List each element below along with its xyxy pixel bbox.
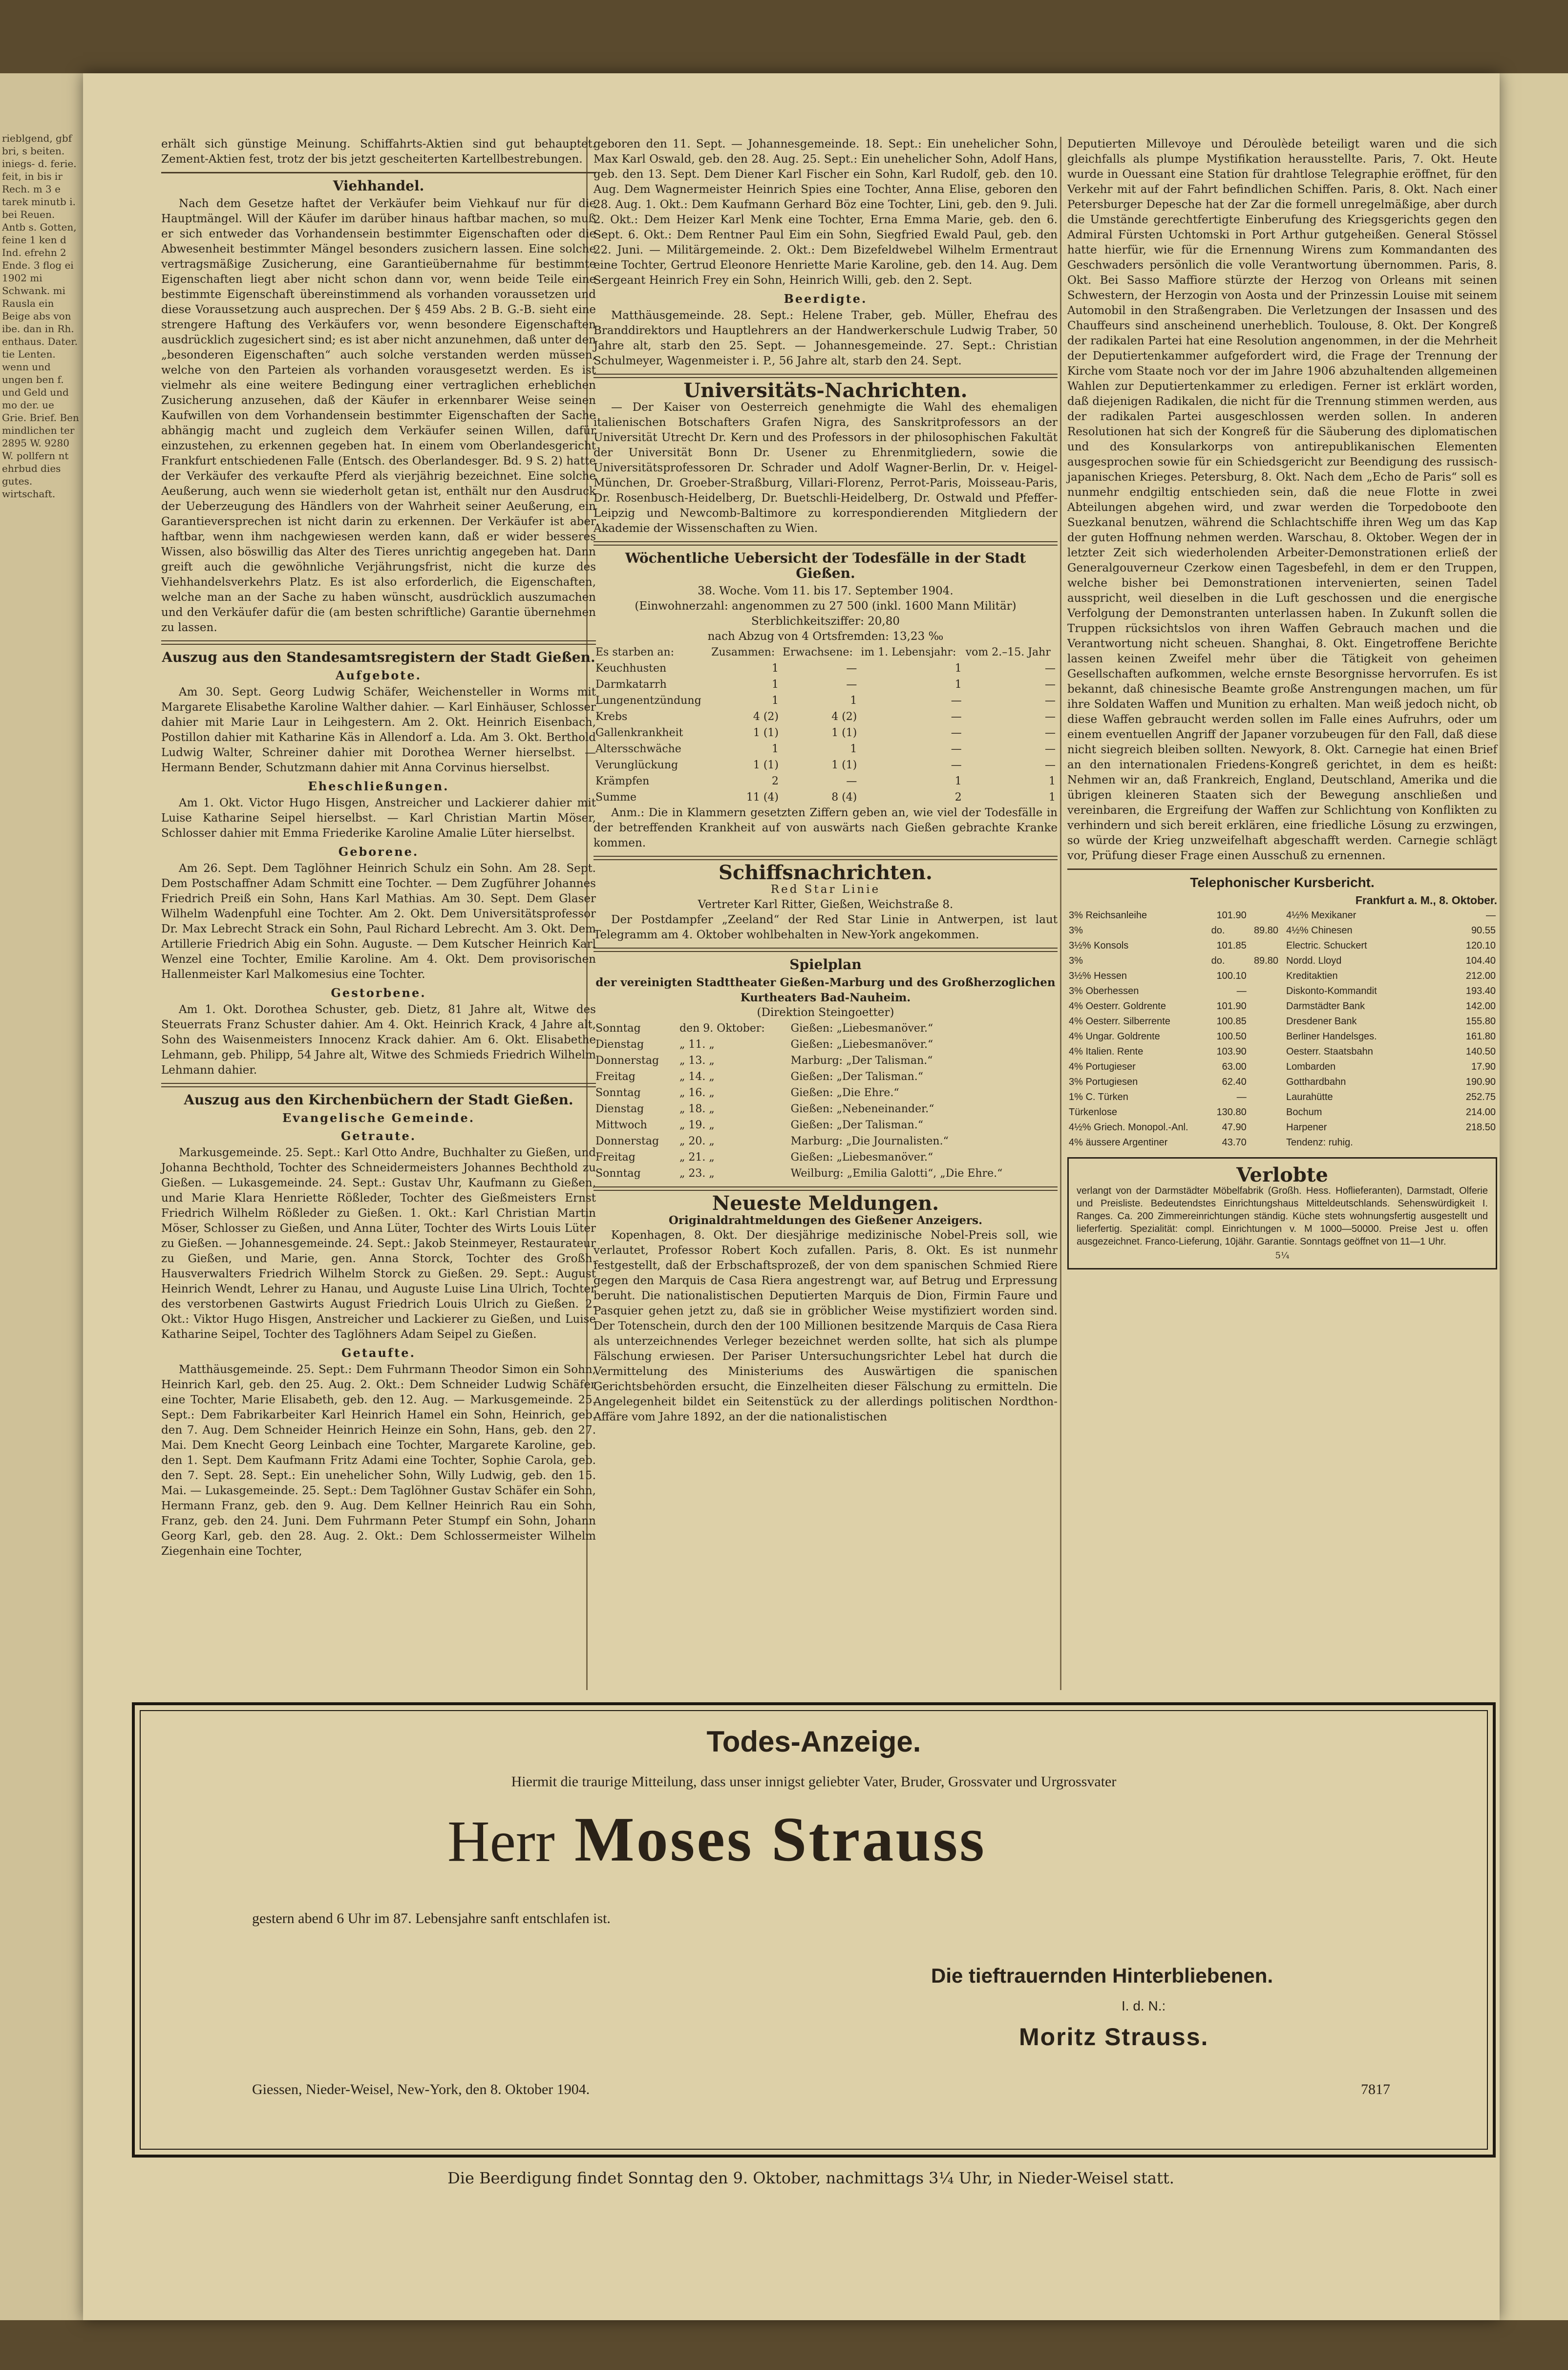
todes-name: Moses Strauss — [574, 1804, 986, 1875]
table-cell: Verunglückung — [595, 759, 678, 771]
table-cell: 155.80 — [1465, 1016, 1496, 1027]
table-row — [593, 660, 1058, 677]
table-cell: 8 (4) — [831, 791, 857, 804]
table-cell: 3% — [1069, 955, 1083, 966]
table-cell: 1 — [772, 678, 779, 691]
table-row — [1285, 923, 1497, 938]
table-cell: Summe — [595, 791, 636, 804]
divider — [1067, 868, 1497, 870]
todes-line2: gestern abend 6 Uhr im 87. Lebensjahre sanft entschlafen ist. — [252, 1910, 611, 1926]
table-row — [593, 757, 1058, 773]
table-row — [593, 693, 1058, 709]
todes-hinterbliebene: Die tieftrauernden Hinterbliebenen. — [931, 1964, 1273, 1987]
evang-heading: Evangelische Gemeinde. — [282, 1111, 475, 1125]
table-cell: Darmkatarrh — [595, 678, 667, 691]
table-row — [593, 725, 1058, 741]
table-header-row — [593, 644, 1058, 660]
table-cell: 3½% Konsols — [1069, 940, 1129, 951]
table-cell: Krämpfen — [595, 775, 650, 787]
table-cell: — — [1045, 662, 1056, 675]
table-cell: 4% Italien. Rente — [1069, 1046, 1144, 1057]
table-cell: 101.85 — [1216, 940, 1247, 951]
todes-anzeige-box — [132, 1702, 1496, 2158]
table-row — [593, 789, 1058, 805]
table-cell: 218.50 — [1465, 1122, 1496, 1133]
aufgebote-text: Am 30. Sept. Georg Ludwig Schäfer, Weichensteller in Worms mit Margarete Elisabethe Karoline Walther dahier. — Karl Einhäuser, Schlosser dahier mit Marie Laur in Leihgestern. Am 2. Okt. Heinrich Eisenbach, Postillon dahier mit Katharine Käs in Allendorf a. Lda. Am 3. Okt. Berthold Ludwig Walter, Schreiner dahier mit Dorothea Werner hierselbst. — Hermann Bender, Schutzmann dahier mit Anna Corvinus hierselbst. — [161, 686, 596, 774]
table-cell: 1 — [850, 695, 857, 707]
uni-text: — Der Kaiser von Oesterreich genehmigte die Wahl des ehemaligen italienischen Botschafters Grafen Nigra, des Sanskritprofessors an der Universität Utrecht Dr. Kern und des Professors in der philosophischen Fakultät der Universität Bonn Dr. Usener zu Ehrenmitgliedern, sowie die Universitätsprofessoren Dr. Schrader und Adolf Wagner-Berlin, Dr. v. Heigel-München, Dr. Groeber-Straßburg, Villari-Florenz, Perrot-Paris, Moisseau-Paris, Dr. Rosenbusch-Heidelberg, Dr. Buetschli-Heidelberg, Dr. Ostwald und Pfeffer-Leipzig und Newcomb-Baltimore zu korrespondierenden Mitgliedern der Akademie der Wissenschaften zu Wien. — [593, 401, 1058, 535]
divider — [593, 374, 1058, 378]
table-cell: 4% Oesterr. Goldrente — [1069, 1001, 1166, 1012]
table-header: Es starben an: — [595, 646, 675, 658]
table-row — [1067, 923, 1280, 938]
table-row — [593, 1085, 1058, 1101]
table-cell: — — [1045, 695, 1056, 707]
table-cell: 100.85 — [1216, 1016, 1247, 1027]
divider — [593, 1186, 1058, 1191]
table-cell: 4% Oesterr. Silberrente — [1069, 1016, 1170, 1027]
kurs-left-table — [1067, 908, 1280, 1150]
spielplan-table — [593, 1020, 1058, 1182]
table-row — [1067, 1105, 1280, 1120]
table-cell: Dienstag — [595, 1103, 644, 1115]
table-cell: Berliner Handelsges. — [1286, 1031, 1377, 1042]
table-cell: „ 18. „ — [679, 1103, 715, 1115]
table-row — [1285, 1135, 1497, 1150]
table-cell: 252.75 — [1465, 1092, 1496, 1102]
table-cell: Türkenlose — [1069, 1107, 1117, 1118]
geborene-heading: Geborene. — [338, 845, 419, 859]
table-cell: Nordd. Lloyd — [1286, 955, 1342, 966]
table-row — [1285, 1075, 1497, 1090]
table-cell — [1442, 1135, 1497, 1150]
todes-stat-heading: Wöchentliche Uebersicht der Todesfälle in der Stadt Gießen. — [625, 550, 1026, 581]
table-cell: 140.50 — [1465, 1046, 1496, 1057]
table-row — [593, 1165, 1058, 1182]
table-row — [1285, 1120, 1497, 1135]
table-row — [1285, 938, 1497, 953]
table-row — [1067, 908, 1280, 923]
news-continued: Deputierten Millevoye und Déroulède beteiligt waren und die sich gleichfalls als plumpe Mystifikation herausstellte. Paris, 7. Okt. Heute wurde in Ouessant eine Station für drahtlose Telegraphie eröffnet, für den Verkehr mit auf der Fahrt befindlichen Schiffen. Paris, 8. Okt. Nach einer Petersburger Depesche hat der Zar die formell unregelmäßige, aber durch die Umstände gerechtfertigte Einberufung des Kriegsgerichts gegen den Admiral Fürsten Uchtomski in Port Arthur gutgeheißen. General Stössel hatte hierfür, wie für die Ernennung Wirens zum Kommandanten des Geschwaders persönlich die volle Verantwortung übernommen. Paris, 8. Okt. Bei Sasso Maffiore stürzte der Herzog von Orleans mit seinen Schwestern, der Herzogin von Aosta und der Prinzessin Louise mit seinem Automobil in den Straßengraben. Die Verletzungen der Insassen und des Chauffeurs sind anscheinend unerheblich. Toulouse, 8. Okt. Der Kongreß der radikalen Partei hat eine Resolution angenommen, in der die Mehrheit der Deputiertenkammer aufgefordert wird, die Frage der Trennung der Kirche vom Staate noch vor der im Jahre 1906 abzuhaltenden allgemeinen Wahlen zur Deputiertenkammer zu erledigen. Ferner ist erklärt worden, daß diejenigen Radikalen, die nicht für die Trennung stimmen werden, aus der radikalen Partei ausgeschlossen werden sollen. In anderen Resolutionen hat sich der Kongreß für die Säuberung des diplomatischen und des Konsularkorps von antirepublikanischen Elementen ausgesprochen sowie für ein Schiedsgericht zur Beendigung des russisch-japanischen Krieges. Petersburg, 8. Okt. Nach dem „Echo de Paris“ soll es nunmehr endgiltig entschieden sein, daß die neue Flotte in zwei Abteilungen abgehen wird, und zwar werden die Torpedoboote den Suezkanal benutzen, während die Schlachtschiffe ihren Weg um das Kap der guten Hoffnung nehmen werden. Warschau, 8. Oktober. Wegen der in letzter Zeit sich wiederholenden Arbeiter-Demonstrationen erließ der Generalgouverneur Czerkow einen Tagesbefehl, in dem er den Truppen, welche bisher bei Demonstrationen intervenierten, seinen Tadel ausspricht, weil dieselben in die Luft geschossen und die energische Verfolgung der Demonstranten unterlassen haben. In Zukunft sollen die Truppen rücksichtslos von ihren Waffen Gebrauch machen und die Verantwortung nicht scheuen. Shanghai, 8. Okt. Eingetroffene Berichte lassen keinen Zweifel mehr über die Tätigkeit von geheimen Gesellschaften aufkommen, welche ernste Besorgnisse hervorrufen. Es ist bekannt, daß chinesische Beamte große Anstrengungen machen, um für ihre Soldaten Waffen und Munition zu erhalten. Man weiß jedoch nicht, ob diese Waffen gebraucht werden sollen im Falle eines Aufruhrs, oder um einem eventuellen Angriff der Japaner vorzubeugen für den Fall, daß diese nicht siegreich bleiben sollten. Newyork, 8. Okt. Carnegie hat einen Brief an den internationalen Friedens-Kongreß gerichtet, in dem es heißt: Nehmen wir an, daß Frankreich, England, Deutschland, Amerika und die übrigen kleineren Staaten sich der Bewegung anschließen und vereinbaren, die Ergreifung der Waffen zur Schlichtung von Konflikten zu verhindern und sich bereit erklären, eine friedliche Lösung zu erzwingen, so würde der Krieg unzweifelhaft abgeschafft werden. Carnegie schlägt vor, Prüfung dieser Frage einen Ausschuß zu ernennen. — [1067, 138, 1497, 862]
divider — [593, 856, 1058, 860]
table-cell: 4 (2) — [753, 711, 779, 723]
getaufte-heading: Getaufte. — [341, 1346, 416, 1360]
table-row — [593, 1020, 1058, 1037]
beerdigung-note: Die Beerdigung findet Sonntag den 9. Oktober, nachmittags 3¼ Uhr, in Nieder-Weisel statt. — [447, 2169, 1174, 2187]
table-cell: „ 23. „ — [679, 1167, 715, 1180]
ehe-text: Am 1. Okt. Victor Hugo Hisgen, Anstreicher und Lackierer dahier mit Luise Katharine Seipel hierselbst. — Karl Christian Martin Möser, Schlosser dahier mit Emma Friederike Karoline Amalie Lüter hierselbst. — [161, 797, 596, 840]
ehe-heading: Eheschließungen. — [308, 779, 449, 793]
table-cell: 1 (1) — [831, 727, 857, 739]
table-cell: 63.00 — [1222, 1061, 1247, 1072]
table-cell: 43.70 — [1222, 1137, 1247, 1148]
table-row — [1067, 1075, 1280, 1090]
table-header: im 1. Lebensjahr: — [861, 646, 956, 658]
table-cell: 193.40 — [1465, 986, 1496, 996]
table-header: Zusammen: — [711, 646, 775, 658]
table-header: Erwachsene: — [783, 646, 853, 658]
aufgebote-heading: Aufgebote. — [336, 668, 422, 682]
table-cell: 1 — [1049, 775, 1056, 787]
table-cell: Gotthardbahn — [1286, 1077, 1346, 1087]
table-cell: 1 — [772, 743, 779, 755]
table-cell: Tendenz: ruhig. — [1286, 1137, 1353, 1148]
table-cell: „ 21. „ — [679, 1151, 715, 1164]
neueste-sub: Originaldrahtmeldungen des Gießener Anzeigers. — [668, 1214, 983, 1227]
table-cell: — — [951, 727, 962, 739]
table-row — [593, 1149, 1058, 1165]
schiff-heading: Schiffsnachrichten. — [719, 861, 932, 884]
table-row — [593, 1053, 1058, 1069]
table-cell: 2 — [772, 775, 779, 787]
table-cell: „ 14. „ — [679, 1071, 715, 1083]
table-cell: Gallenkrankheit — [595, 727, 683, 739]
table-cell: Oesterr. Staatsbahn — [1286, 1046, 1373, 1057]
table-cell: Gießen: „Liebesmanöver.“ — [790, 1151, 933, 1164]
table-row — [593, 1037, 1058, 1053]
table-cell: 4½% Chinesen — [1286, 925, 1353, 936]
table-cell: 89.80 — [1253, 955, 1278, 966]
table-cell: Krebs — [595, 711, 628, 723]
spielplan-heading: Spielplan — [789, 956, 862, 973]
schiff-vertreter: Vertreter Karl Ritter, Gießen, Weichstraße 8. — [698, 898, 954, 911]
table-cell: Gießen: „Liebesmanöver.“ — [790, 1038, 933, 1051]
table-cell: do. — [1211, 955, 1225, 966]
table-cell: 1 — [772, 695, 779, 707]
viehhandel-text: Nach dem Gesetze haftet der Verkäufer beim Viehkauf nur für die Hauptmängel. Will der Käufer im darüber hinaus haftbar machen, so muß er sich entweder das Vorhandensein bestimmter Eigenschaften oder die Abwesenheit bestimmter Mängel besonders zusichern lassen. Eine solche vertragsmäßige Zusicherung, eine Garantieübernahme für bestimmte Eigenschaften liegt aber nicht schon dann vor, wenn beide Teile eine bestimmte Eigenschaft übereinstimmend als vorhanden voraussetzen und diese Voraussetzung auch ausprechen. Der § 459 Abs. 2 B. G.-B. sieht eine strengere Haftung des Verkäufers vor, wenn besondere Eigenschaften ausdrücklich zugesichert sind; es ist aber nicht anzunehmen, daß unter den „besonderen Eigenschaften“ auch solche verstanden werden müssen, welche von den Parteien als vorhanden vorausgesetzt werden. Es ist vielmehr als eine weitere Bedingung einer vertraglichen erheblichen Zusicherung anzusehen, daß der Käufer in erkennbarer Weise seinen Kaufwillen von dem Vorhandensein bestimmter Eigenschaften der Sache abhängig macht und zugleich dem Verkäufer seinen Willen, dafür einzustehen, zu erkennen gegeben hat. In einem vom Oberlandesgericht Frankfurt entschiedenen Falle (Entsch. des Oberlandesger. Bd. 9 S. 2) hatte der Verkäufer des verkaufte Pferd als vierjährig bezeichnet. Eine solche Aeußerung, auch wenn sie wiederholt getan ist, enthält nur den Ausdruck der Ueberzeugung des Händlers von der Wahrheit seiner Aeußerung, ein Garantieversprechen ist nicht darin zu erkennen. Der Verkäufer ist aber haftbar, wenn ihm nachgewiesen werden kann, daß er wider besseres Wissen, also böswillig das Alter des Tieres unrichtig angegeben hat. Dann greift auch die gewöhnliche Verjährungsfrist, nicht die kurze des Viehhandelsverkehrs Platz. Es ist also erforderlich, die Eigenschaften, welche man an der Sache zu haben wünscht, ausdrücklich auszumachen und den Verkäufer dafür die (am besten schriftliche) Garantie übernehmen zu lassen. — [161, 197, 596, 634]
table-row — [1067, 1120, 1280, 1135]
table-cell: Donnerstag — [595, 1135, 659, 1147]
table-cell: Weilburg: „Emilia Galotti“, „Die Ehre.“ — [790, 1167, 1003, 1180]
todes-sub2: (Einwohnerzahl: angenommen zu 27 500 (inkl. 1600 Mann Militär) — [635, 600, 1017, 613]
table-cell: 3% Portugiesen — [1069, 1077, 1138, 1087]
table-cell: 120.10 — [1465, 940, 1496, 951]
table-row — [593, 1133, 1058, 1149]
getraute-heading: Getraute. — [340, 1129, 417, 1143]
table-row — [593, 773, 1058, 789]
table-row — [1285, 953, 1497, 969]
table-cell: 3% Reichsanleihe — [1069, 910, 1147, 921]
table-cell: 130.80 — [1216, 1107, 1247, 1118]
table-cell: 4½% Griech. Monopol.-Anl. — [1069, 1122, 1188, 1133]
table-row — [1067, 1059, 1280, 1075]
table-cell: 142.00 — [1465, 1001, 1496, 1012]
divider — [161, 640, 596, 645]
table-cell: — — [1045, 743, 1056, 755]
table-cell: „ 19. „ — [679, 1119, 715, 1131]
geborene-text: Am 26. Sept. Dem Taglöhner Heinrich Schulz ein Sohn. Am 28. Sept. Dem Postschaffner Adam Schmitt eine Tochter. — Dem Zugführer Johannes Friedrich Preiß ein Sohn, Hans Karl Mathias. Am 30. Sept. Dem Glaser Wilhelm Wadenpfuhl eine Tochter. Am 2. Okt. Dem Universitätsprofessor Dr. Max Lebrecht Strack ein Sohn, Paul Richard Lebrecht. Am 3. Okt. Dem Artillerie Friedrich Abig ein Sohn. Auguste. — Dem Kutscher Heinrich Karl Wenzel eine Tochter, Emilie Karoline. Am 4. Okt. Dem provisorischen Hallenmeister Karl Malkomesius eine Tochter. — [161, 862, 596, 981]
beerdigte-heading: Beerdigte. — [784, 292, 868, 306]
table-row — [1285, 1044, 1497, 1059]
divider — [161, 1083, 596, 1087]
table-row — [1067, 1014, 1280, 1029]
table-cell: 161.80 — [1465, 1031, 1496, 1042]
todes-sub4: nach Abzug von 4 Ortsfremden: 13,23 ‰ — [707, 630, 944, 643]
table-row — [1285, 1059, 1497, 1075]
kurs-sub: Frankfurt a. M., 8. Oktober. — [1355, 894, 1497, 907]
table-cell: 100.10 — [1216, 971, 1247, 981]
divider — [593, 541, 1058, 546]
previous-page-edge — [0, 73, 85, 2320]
table-cell: 3½% Hessen — [1069, 971, 1127, 981]
table-cell: 101.90 — [1216, 910, 1247, 921]
table-cell: 104.40 — [1465, 955, 1496, 966]
table-cell: 4½% Mexikaner — [1286, 910, 1356, 921]
uni-heading: Universitäts-Nachrichten. — [683, 379, 968, 402]
todes-note: Anm.: Die in Klammern gesetzten Ziffern geben an, wie viel der Todesfälle in der betreffenden Krankheit auf von auswärts nach Gießen gebrachte Kranke kommen. — [593, 806, 1058, 849]
table-cell: 4% Portugieser — [1069, 1061, 1136, 1072]
table-row — [1067, 953, 1280, 969]
table-row — [1067, 1135, 1280, 1150]
verlobte-heading: Verlobte — [1236, 1164, 1328, 1186]
table-row — [1067, 984, 1280, 999]
table-cell: 89.80 — [1253, 925, 1278, 936]
table-cell: Freitag — [595, 1071, 636, 1083]
table-row — [593, 741, 1058, 757]
edge-fragments: rieblgend, gbf bri, s beiten. iniegs- d. ferie. feit, in bis ir Rech. m 3 e tarek minutb i. bei Reuen. Antb s. Gotten, feine 1 ken d Ind. efrehn 2 Ende. 3 flog ei 1902 mi Schwank. mi Rausla ein Beige abs von ibe. dan in Rh. enthaus. Dater. tie Lenten. wenn und ungen ben f. und Geld und mo der. ue Grie. Brief. Ben mindlichen ter 2895 W. 9280 W. pollfern nt ehrbud dies gutes. wirtschaft. — [2, 132, 79, 500]
table-cell: — — [1236, 1092, 1247, 1102]
table-cell: Sonntag — [595, 1022, 641, 1035]
table-cell: 1 — [954, 662, 962, 675]
table-row — [1285, 908, 1497, 923]
gestorbene-text: Am 1. Okt. Dorothea Schuster, geb. Dietz, 81 Jahre alt, Witwe des Steuerrats Franz Schuster dahier. Am 4. Okt. Heinrich Krack, 4 Jahre alt, Sohn des Waisenmeisters Innocenz Krack dahier. Am 6. Okt. Elisabethe Lehmann, geb. Philipp, 54 Jahre alt, Witwe des Schmieds Friedrich Wilhelm Lehmann dahier. — [161, 1003, 596, 1077]
table-cell: 4 (2) — [831, 711, 857, 723]
table-cell: Sonntag — [595, 1167, 641, 1180]
table-row — [593, 1069, 1058, 1085]
table-cell: Gießen: „Liebesmanöver.“ — [790, 1022, 933, 1035]
table-cell: Lungenentzündung — [595, 695, 701, 707]
table-cell: 1 — [954, 775, 962, 787]
table-row — [593, 709, 1058, 725]
getaufte-continued: geboren den 11. Sept. — Johannesgemeinde. 18. Sept.: Ein unehelicher Sohn, Max Karl Oswald, geb. den 28. Aug. 25. Sept.: Ein unehelicher Sohn, Adolf Hans, geb. den 13. Sept. Dem Diener Karl Fischer ein Sohn, Karl Rudolf, geb. den 10. Aug. Dem Wagnermeister Heinrich Spies eine Tochter, Anna Elise, geboren den 28. Aug. 1. Okt.: Dem Kaufmann Gerhard Böz eine Tochter, Lini, geb. den 9. Juli. 2. Okt.: Dem Heizer Karl Menk eine Tochter, Erna Emma Marie, geb. den 6. Sept. 6. Okt.: Dem Rentner Paul Eim ein Sohn, Siegfried Ewald Paul, geb. den 22. Juni. — Militärgemeinde. 2. Okt.: Dem Bizefeldwebel Wilhelm Ermentraut eine Tochter, Gertrud Eleonore Henriette Marie Karoline, geb. den 14. Aug. Dem Sergeant Heinrich Frey ein Sohn, Heinrich Willi, geb. den 2. Sept. — [593, 138, 1058, 287]
table-cell: 4% äussere Argentiner — [1069, 1137, 1168, 1148]
table-cell: Altersschwäche — [595, 743, 681, 755]
table-cell: „ 20. „ — [679, 1135, 715, 1147]
table-cell: — — [1045, 711, 1056, 723]
neueste-text: Kopenhagen, 8. Okt. Der diesjährige medizinische Nobel-Preis soll, wie verlautet, Professor Robert Koch zufallen. Paris, 8. Okt. Es ist nunmehr festgestellt, daß der Erbschaftsprozeß, der von dem spanischen Schmied Riere gegen den Marquis de Casa Riera angestrengt war, auf Betrug und Erpressung beruht. Die nationalistischen Deputierten Marquis de Dion, Firmin Faure und Pasquier gehen jetzt zu, daß sie in gröblicher Weise mystifiziert worden sind. Der Totenschein, durch den der 100 Millionen besitzende Marquis de Casa Riera als unterzeichnendes Verleger bezeichnet werden sollte, hat sich als plumpe Fälschung erwiesen. Der Pariser Untersuchungsrichter Lebel hat durch die Vermittelung des Ministeriums des Auswärtigen die spanischen Gerichtsbehörden ersucht, die Einzelheiten dieser Fälschung zu ermitteln. Die Angelegenheit bildet ein Seitenstück zu der allerdings politischen Nordthon-Affäre vom Jahre 1892, an der die nationalistischen — [593, 1229, 1058, 1423]
table-cell: Darmstädter Bank — [1286, 1001, 1365, 1012]
table-cell: do. — [1211, 925, 1225, 936]
table-cell: — — [951, 759, 962, 771]
table-cell: — — [951, 695, 962, 707]
table-cell: Gießen: „Die Ehre.“ — [790, 1087, 899, 1099]
todes-anzeige-line1: Hiermit die traurige Mitteilung, dass unser innigst geliebter Vater, Bruder, Grossvater und Urgrossvater — [511, 1774, 1117, 1790]
table-cell: — — [846, 775, 857, 787]
divider — [593, 948, 1058, 952]
column-2 — [593, 137, 1058, 1428]
table-cell: 90.55 — [1471, 925, 1496, 936]
table-row — [1285, 1014, 1497, 1029]
table-cell: Freitag — [595, 1151, 636, 1164]
table-row — [1285, 1105, 1497, 1120]
table-cell: Harpener — [1286, 1122, 1327, 1133]
table-cell: — — [1486, 910, 1496, 921]
table-cell: 3% Oberhessen — [1069, 986, 1139, 996]
table-cell: 2 — [954, 791, 962, 804]
table-row — [1067, 999, 1280, 1014]
table-cell: Lombarden — [1286, 1061, 1336, 1072]
table-cell: — — [846, 678, 857, 691]
table-cell: Keuchhusten — [595, 662, 667, 675]
table-cell: Gießen: „Der Talisman.“ — [790, 1119, 923, 1131]
todes-place: Giessen, Nieder-Weisel, New-York, den 8. Oktober 1904. — [252, 2081, 590, 2097]
table-cell: 1 (1) — [753, 759, 779, 771]
todes-herr: Herr — [447, 1809, 555, 1874]
table-cell: 1 — [850, 743, 857, 755]
viehhandel-heading: Viehhandel. — [333, 178, 424, 194]
table-cell: — — [951, 711, 962, 723]
todes-anzeige-title: Todes-Anzeige. — [706, 1725, 921, 1758]
spielplan-direction: (Direktion Steingoetter) — [757, 1006, 894, 1019]
neueste-heading: Neueste Meldungen. — [712, 1192, 939, 1215]
table-cell: Dienstag — [595, 1038, 644, 1051]
table-cell: Marburg: „Der Talisman.“ — [790, 1055, 933, 1067]
table-row — [593, 1101, 1058, 1117]
column-rule — [1060, 137, 1061, 1690]
kurs-heading: Telephonischer Kursbericht. — [1190, 875, 1375, 890]
spielplan-sub: der vereinigten Stadttheater Gießen-Marburg und des Großherzoglichen Kurtheaters Bad-Nauheim. — [595, 976, 1056, 1004]
table-cell: Mittwoch — [595, 1119, 647, 1131]
table-cell: 1% C. Türken — [1069, 1092, 1128, 1102]
table-cell: 47.90 — [1222, 1122, 1247, 1133]
table-cell: Diskonto-Kommandit — [1286, 986, 1377, 996]
getaufte-text: Matthäusgemeinde. 25. Sept.: Dem Fuhrmann Theodor Simon ein Sohn, Heinrich Karl, geb. den 25. Aug. 2. Okt.: Dem Schneider Ludwig Schäfer eine Tochter, Marie Elisabeth, geb. den 12. Aug. — Markusgemeinde. 25. Sept.: Dem Fabrikarbeiter Karl Heinrich Hamel ein Sohn, Heinrich, geb. den 7. Aug. Dem Schneider Heinrich Heinze ein Sohn, Hans, geb. den 27. Mai. Dem Knecht Georg Leinbach eine Tochter, Margarete Karoline, geb. den 1. Sept. Dem Kaufmann Fritz Adami eine Tochter, Sophie Carola, geb. den 7. Sept. 28. Sept.: Ein unehelicher Sohn, Willy Ludwig, geb. den 15. Mai. — Lukasgemeinde. 25. Sept.: Dem Taglöhner Gustav Schäfer ein Sohn, Hermann Franz, geb. den 9. Aug. Dem Kellner Heinrich Rau ein Sohn, Franz, geb. den 24. Juni. Dem Fuhrmann Peter Stumpf ein Sohn, Johann Georg Karl, geb. den 28. Aug. 2. Okt.: Dem Schlossermeister Wilhelm Ziegenhain eine Tochter, — [161, 1363, 596, 1558]
table-cell: Bochum — [1286, 1107, 1322, 1118]
next-page-edge — [1498, 73, 1568, 2320]
schiff-text: Der Postdampfer „Zeeland“ der Red Star Linie in Antwerpen, ist laut Telegramm am 4. Oktober wohlbehalten in New-York angekommen. — [593, 913, 1058, 941]
table-cell: 1 (1) — [753, 727, 779, 739]
todes-sub3: Sterblichkeitsziffer: 20,80 — [751, 615, 900, 628]
table-cell: Sonntag — [595, 1087, 641, 1099]
todes-table — [593, 644, 1058, 805]
table-cell: 190.90 — [1465, 1077, 1496, 1087]
table-cell: Dresdener Bank — [1286, 1016, 1357, 1027]
table-cell: Gießen: „Der Talisman.“ — [790, 1071, 923, 1083]
table-cell: den 9. Oktober: — [679, 1022, 765, 1035]
getraute-text: Markusgemeinde. 25. Sept.: Karl Otto Andre, Buchhalter zu Gießen, und Johanna Bechthold, Tochter des Schneidermeisters Johannes Bechthold zu Gießen. — Lukasgemeinde. 24. Sept.: Gustav Uhr, Kaufmann zu Gießen, und Marie Klara Henriette Rößleder, Tochter des Gießmeisters Ernst Friedrich Wilhelm Rößleder zu Gießen. 1. Okt.: Karl Christian Martin Möser, Schlosser zu Gießen, und Anna Lüter, Tochter des Wirts Louis Lüter zu Gießen. — Johannesgemeinde. 24. Sept.: Jakob Steinmeyer, Restaurateur zu Gießen, und Marie, gen. Anna Storck, Tochter des Großh. Hausverwalters Friedrich Wilhelm Storck zu Gießen. 29. Sept.: August Heinrich Wendt, Lehrer zu Hanau, und Auguste Luise Lina Ulrich, Tochter des verstorbenen Gastwirts August Friedrich Louis Ulrich zu Gießen. 2. Okt.: Viktor Hugo Hisgen, Anstreicher und Lackierer zu Gießen, und Luise Katharine Seipel, Tochter des Taglöhners Adam Seipel zu Gießen. — [161, 1146, 596, 1341]
table-row — [1067, 1044, 1280, 1059]
table-row — [1067, 938, 1280, 953]
market-intro: erhält sich günstige Meinung. Schiffahrts-Aktien sind gut behauptet. Zement-Aktien fest, trotz der bis jetzt gescheiterten Kartellbestrebungen. — [161, 138, 596, 166]
table-cell: 1 — [772, 662, 779, 675]
table-row — [1285, 1090, 1497, 1105]
kurs-right-table — [1285, 908, 1497, 1150]
table-cell: — — [1045, 759, 1056, 771]
table-cell: Donnerstag — [595, 1055, 659, 1067]
table-cell: „ 16. „ — [679, 1087, 715, 1099]
table-row — [593, 1117, 1058, 1133]
table-cell: 1 (1) — [831, 759, 857, 771]
todes-signer: Moritz Strauss. — [1019, 2023, 1209, 2051]
table-cell: „ 13. „ — [679, 1055, 715, 1067]
table-cell: 101.90 — [1216, 1001, 1247, 1012]
kirchen-heading: Auszug aus den Kirchenbüchern der Stadt Gießen. — [184, 1092, 573, 1108]
table-cell: — — [951, 743, 962, 755]
todes-sub1: 38. Woche. Vom 11. bis 17. September 1904. — [698, 585, 954, 597]
table-header: vom 2.–15. Jahr — [965, 646, 1051, 658]
verlobte-text: verlangt von der Darmstädter Möbelfabrik (Großh. Hess. Hoflieferanten), Darmstadt, Olferie und Preisliste. Bedeutendstes Einrichtungshaus Mitteldeutschlands. Sehenswürdigkeit I. Ranges. Ca. 200 Zimmereinrichtungen ständig. Küche stets wohnungsfertig ausgestellt und lieferfertig. Spezialität: compl. Einrichtungen v. M 1000—50000. Preise Jest u. offen ausgezeichnet. Franco-Lieferung, 10jähr. Garantie. Sonntags geöffnet von 11—1 Uhr. — [1077, 1185, 1488, 1247]
table-row — [1067, 1029, 1280, 1044]
table-row — [1285, 984, 1497, 999]
column-3 — [1067, 137, 1497, 1270]
todes-number: 7817 — [1361, 2081, 1390, 2097]
table-cell: Electric. Schuckert — [1286, 940, 1367, 951]
table-cell: 17.90 — [1471, 1061, 1496, 1072]
todes-idn: I. d. N.: — [1122, 1998, 1166, 2013]
table-row — [1285, 969, 1497, 984]
table-cell: 1 — [1049, 791, 1056, 804]
table-cell: 11 (4) — [746, 791, 779, 804]
table-cell: — — [1236, 986, 1247, 996]
table-cell: 100.50 — [1216, 1031, 1247, 1042]
table-cell: Gießen: „Nebeneinander.“ — [790, 1103, 934, 1115]
table-cell: 212.00 — [1465, 971, 1496, 981]
table-cell: 214.00 — [1465, 1107, 1496, 1118]
table-cell: Laurahütte — [1286, 1092, 1333, 1102]
table-cell: 62.40 — [1222, 1077, 1247, 1087]
verlobte-num: 5¼ — [1275, 1250, 1290, 1261]
table-cell: 4% Ungar. Goldrente — [1069, 1031, 1160, 1042]
table-cell: 103.90 — [1216, 1046, 1247, 1057]
table-cell: Marburg: „Die Journalisten.“ — [790, 1135, 949, 1147]
table-cell: Kreditaktien — [1286, 971, 1338, 981]
table-cell: 1 — [954, 678, 962, 691]
table-cell: — — [1045, 727, 1056, 739]
column-1 — [161, 137, 596, 1562]
schiff-line: Red Star Linie — [770, 883, 881, 896]
table-row — [1285, 999, 1497, 1014]
table-cell: — — [1045, 678, 1056, 691]
standesamt-heading: Auszug aus den Standesamtsregistern der Stadt Gießen. — [162, 649, 595, 665]
divider — [161, 172, 596, 173]
table-row — [1067, 1090, 1280, 1105]
verlobte-ad — [1067, 1157, 1497, 1270]
table-cell: „ 11. „ — [679, 1038, 715, 1051]
table-cell: — — [846, 662, 857, 675]
beerdigte-text: Matthäusgemeinde. 28. Sept.: Helene Traber, geb. Müller, Ehefrau des Branddirektors und Hauptlehrers an der Handwerkerschule Ludwig Traber, 50 Jahre alt, starb den 25. Sept. — Johannesgemeinde. 27. Sept.: Christian Schulmeyer, Wagenmeister i. P., 56 Jahre alt, starb den 24. Sept. — [593, 309, 1058, 367]
table-row — [593, 677, 1058, 693]
table-row — [1285, 1029, 1497, 1044]
gestorbene-heading: Gestorbene. — [331, 986, 426, 1000]
table-row — [1067, 969, 1280, 984]
table-cell: 3% — [1069, 925, 1083, 936]
